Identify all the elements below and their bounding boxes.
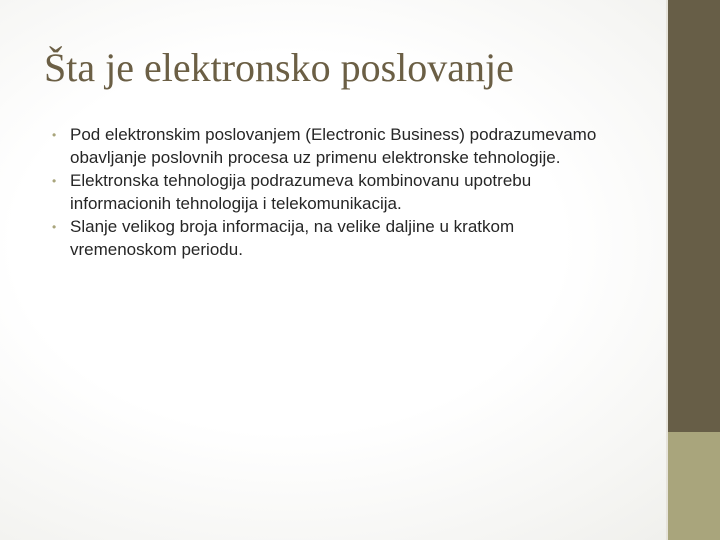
bullet-text: Pod elektronskim poslovanjem (Electronic Business) podrazumevamo obavljanje poslovnih procesa uz primenu elektronske tehnologije.	[70, 125, 597, 167]
bullet-marker: •	[52, 174, 57, 188]
side-bar-dark-block	[666, 0, 720, 432]
bullet-item	[52, 170, 612, 215]
bullet-text: Elektronska tehnologija podrazumeva kombinovanu upotrebu informacionih tehnologija i telekomunikacija.	[70, 171, 532, 213]
bullet-item	[52, 124, 612, 169]
bullet-text: Slanje velikog broja informacija, na velike daljine u kratkom vremenoskom periodu.	[70, 217, 515, 259]
side-decoration-bar	[666, 0, 720, 540]
bullet-marker: •	[52, 128, 57, 142]
slide-title: Šta je elektronsko poslovanje	[44, 45, 514, 90]
side-bar-stripe	[666, 0, 668, 540]
bullet-list	[52, 124, 612, 262]
bullet-marker: •	[52, 220, 57, 234]
side-bar-light-block	[666, 432, 720, 540]
bullet-item	[52, 216, 612, 261]
